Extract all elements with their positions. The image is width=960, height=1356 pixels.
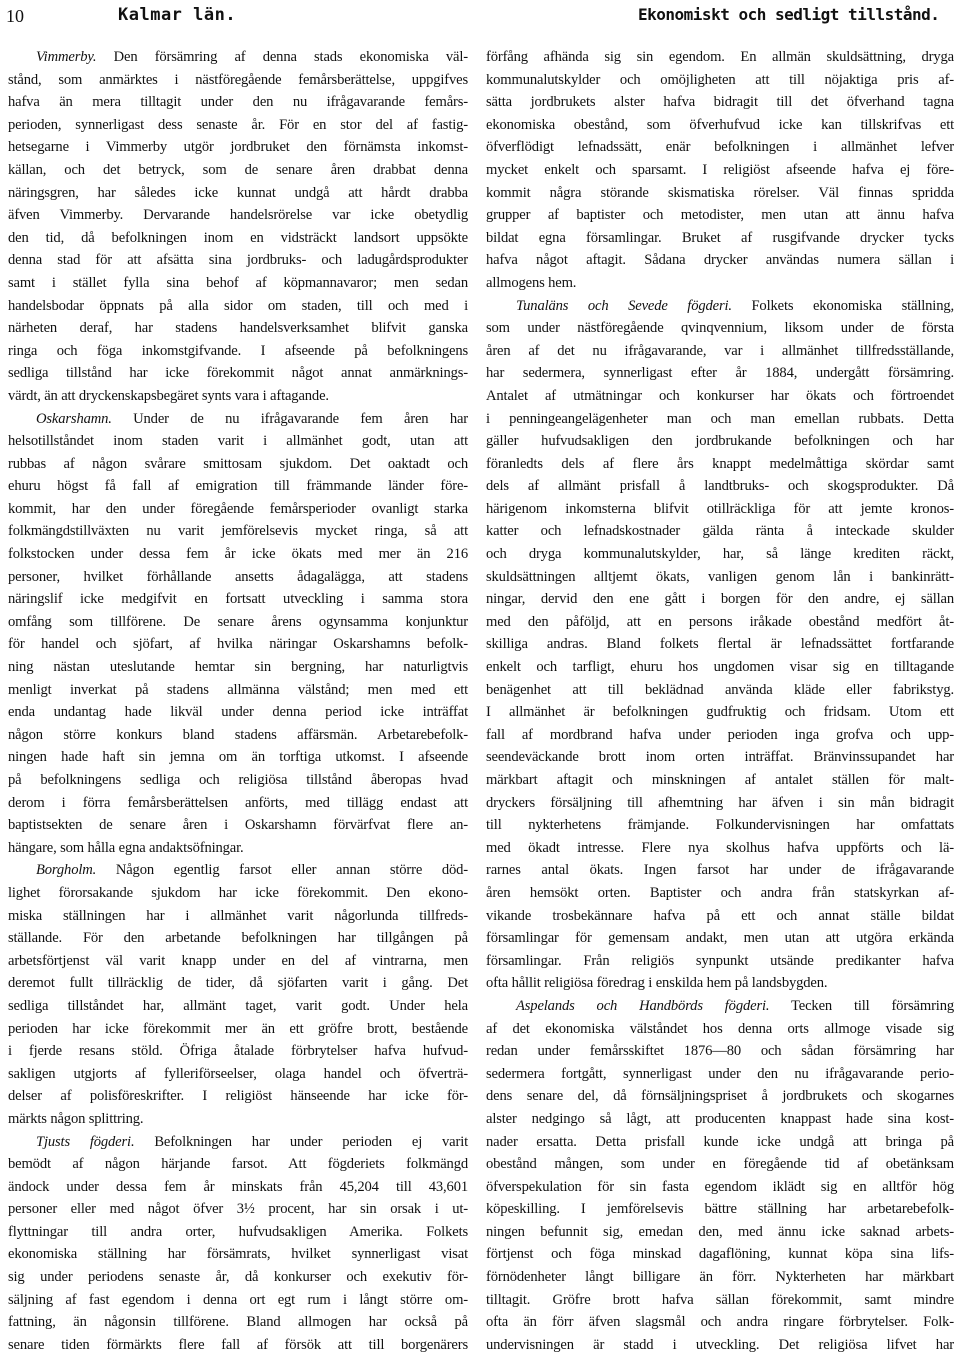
line-text: näringsgren, har således icke kunnat undgå att hårdt drabba [8, 184, 468, 201]
left-column-line [8, 159, 468, 182]
right-column-line [486, 430, 954, 453]
right-column-line [486, 1221, 954, 1244]
right-column-line [486, 633, 954, 656]
section-heading: Oskarshamn. [36, 410, 112, 427]
left-column-line [8, 498, 468, 521]
right-column-line [486, 520, 954, 543]
line-text: sig under periodens senaste år, då konkurser och exekutiv för- [8, 1269, 468, 1286]
line-text: ekonomiska ställning har försämrats, hvilket synnerligast visat [8, 1246, 468, 1263]
right-column-line [486, 701, 954, 724]
line-text: skuldsättningen alltjemt ökats, vanligen genom lån i bankinrätt- [486, 568, 954, 585]
right-column-line [486, 159, 954, 182]
right-column-line [486, 972, 954, 995]
line-text: kommunalutskylder och omöjligheten att till nöjaktiga pris af- [486, 71, 954, 88]
left-column-line [8, 475, 468, 498]
right-column-line [486, 136, 954, 159]
line-text: sätta jordbrukets alster hafva bidragit till det öfverhand tagna [486, 94, 954, 111]
right-column-line [486, 317, 954, 340]
line-text: skilliga andras. Bland folkets flertal är lefnadssättet fortfarande [486, 636, 954, 653]
line-text: senare tiden förmärkts flere fall af försök att till borgenärers [8, 1336, 468, 1353]
left-column-line [8, 1018, 468, 1041]
line-text: Den försämring af denna stads ekonomiska väl- [96, 49, 468, 65]
right-column-line [486, 1108, 954, 1131]
line-text: I allmänhet är befolkningen gudfruktig och fridsam. Utom ett [486, 704, 954, 721]
left-column-line [8, 362, 468, 385]
line-text: i fjerde resans stöld. Öfriga åtalade förbrytelser hafva hufvud- [8, 1043, 468, 1060]
right-column-line [486, 859, 954, 882]
line-text: denna stad för att afsätta sina jordbruks- och ladugårdsprodukter [8, 252, 468, 269]
left-column-line [8, 114, 468, 137]
line-text: i penningeangelägenheter man och man emellan rubbats. Detta [486, 410, 954, 427]
line-text: ningen hade haft sin jemna om än torftiga utkomst. I afseende [8, 749, 468, 766]
left-column-line [8, 566, 468, 589]
line-text: folkmängdstillväxten nu varit jemförelsevis mycket ringa, så att [8, 523, 468, 540]
right-column-line [486, 769, 954, 792]
line-text: åren hemsökt orten. Baptister och andra från statskyrkan af- [486, 884, 954, 901]
line-text: ehuru högst få fall af emigration till främmande länder före- [8, 478, 468, 495]
line-text: benägenhet att till beklädnad använda kläde eller fabrikstyg. [486, 681, 954, 698]
right-column-line [486, 272, 954, 295]
line-text: äfven Vimmerby. Dervarande handelsrörelse var icke obetydlig [8, 207, 468, 224]
left-column-line [8, 724, 468, 747]
line-text: sedermera fortgått, synnerligast under den nu ifrågavarande perio- [486, 1065, 954, 1082]
page-number: 10 [6, 6, 24, 26]
section-heading: Vimmerby. [36, 49, 97, 65]
left-column-line [8, 249, 468, 272]
line-text: handelsbodar öppnats på alla sidor om staden, till och med i [8, 297, 468, 314]
left-column-line [8, 679, 468, 702]
line-text: säljning af fast egendom i denna ort egt rum i långt större om- [8, 1291, 468, 1308]
line-text: nader ersatta. Detta prisfall kunde icke undgå att bringa på [486, 1133, 954, 1150]
line-text: helsotillståndet inom staden varit i allmänhet godt, utan att [8, 433, 468, 450]
right-column-line [486, 724, 954, 747]
right-column-line [486, 1311, 954, 1334]
line-text: Tecken till försämring [769, 997, 954, 1014]
right-column-line [486, 950, 954, 973]
line-text: på befolkningens sedliga och religiösa tillstånd åberopas hvad [8, 772, 468, 788]
right-column-line [486, 498, 954, 521]
line-text: ofta än förr äfven slagsmål och andra ringare förbrytelser. Folk- [486, 1314, 954, 1331]
right-column-line [486, 114, 954, 137]
line-text: grupper af baptister och metodister, men utan att ännu hafva [486, 207, 954, 224]
line-text: baptistsekten de senare åren i Oskarshamn förvärfvat flere an- [8, 817, 468, 834]
right-column-line [486, 837, 954, 860]
left-column-line [8, 1311, 468, 1334]
left-column-line [8, 543, 468, 566]
right-column-line [486, 1153, 954, 1176]
right-column-line [486, 927, 954, 950]
right-column-line [486, 408, 954, 431]
line-text: kommit, har den under föregående femårsperioder ovanligt starka [8, 500, 468, 517]
right-column-line [486, 679, 954, 702]
right-column-line [486, 69, 954, 92]
line-text: Folkets ekonomiska ställning, [731, 297, 954, 314]
left-column-line [8, 272, 468, 295]
line-text: af det ekonomiska välståndet hos denna orts allmoge visade sig [486, 1020, 954, 1037]
line-text: hetsegarne i Vimmerby utgör jordbruket den förnämsta inkomst- [8, 139, 468, 156]
line-text: ningen befunnit sig, emedan den, med ännu icke saknad arbets- [486, 1223, 954, 1240]
right-column-line [486, 249, 954, 272]
left-column-line [8, 1243, 468, 1266]
right-column-line [486, 656, 954, 679]
line-text: förfång afhända sig sin egendom. En allmän skuldsättning, dryga [486, 49, 954, 65]
right-column-line [486, 814, 954, 837]
left-column-line [8, 611, 468, 634]
line-text: ringa och föga inkomstgifvande. I afseende på befolkningens [8, 342, 468, 359]
left-column-line [8, 69, 468, 92]
line-text: alster nedgingo så lågt, att producenten knappast hade sina kost- [486, 1110, 954, 1127]
left-column-line [8, 227, 468, 250]
line-text: flyttningar till andra orter, hufvudsakligen Amerika. Folkets [8, 1223, 468, 1240]
right-column-line [486, 588, 954, 611]
line-text: seendeväckande brott inom orten inträffat. Bränvinssupandet har [486, 749, 954, 766]
right-column-line [486, 905, 954, 928]
left-column-line [8, 385, 468, 408]
line-text: samt i stället fylla sina behof af köpmannavaror; men sedan [8, 274, 468, 291]
line-text: katter och lefnadskostnader gälda ränta å inteckade skulder [486, 523, 954, 540]
line-text: Befolkningen har under perioden ej varit [134, 1133, 468, 1150]
line-text: sedliga tillståndet har, allmänt taget, varit godt. Under hela [8, 997, 468, 1014]
left-column-line [8, 1289, 468, 1312]
line-text: församlingar för gemensam andakt, men utan att utgöra erkända [486, 930, 954, 947]
right-column-line [486, 746, 954, 769]
line-text: fall af mordbrand hafva under perioden inga grofva och upp- [486, 726, 954, 743]
left-column-line [8, 204, 468, 227]
line-text: källan, och det betryck, som de senare åren drabbat denna [8, 161, 468, 178]
line-text: dels af allmänt prisfall å landtbruks- och skogsprodukter. Då [486, 478, 954, 495]
running-title-left: Kalmar län. [118, 5, 237, 25]
line-text: öfverspekulation för sin fasta egendom iklädt sig en alltför hög [486, 1178, 954, 1195]
line-text: personer, hvilket förhållande ansetts ådagalägga, att stadens [8, 568, 468, 585]
line-text: enkelt och tarfligt, ehuru hos ungdomen visar sig en tilltagande [486, 659, 954, 676]
left-column-line [8, 340, 468, 363]
line-text: föranledts dels af flere års knappt medelmåttiga skördar samt [486, 455, 954, 472]
right-column-line [486, 1334, 954, 1356]
line-text: bemödt af någon härjande farsot. Att fögderiets folkmängd [8, 1156, 468, 1173]
line-text: ofta hållit religiösa föredrag i enskilda hem på landsbygden. [486, 975, 828, 992]
line-text: arbetsförtjenst väl varit knapp under en del af vintrarna, men [8, 952, 468, 969]
line-text: undervisningen är stadd i utveckling. Det religiösa lifvet har [486, 1336, 954, 1353]
line-text: ekonomiska obestånd, som öfverhufvud icke kan tillskrifvas ett [486, 116, 954, 133]
left-column-line [8, 995, 468, 1018]
line-text: åren af det nu ifrågavarande, var i allmänhet tillfredsställande, [486, 342, 954, 359]
right-column-line [486, 1085, 954, 1108]
running-title-right: Ekonomiskt och sedligt tillstånd. [638, 5, 940, 24]
left-column-line [8, 633, 468, 656]
right-column-line [486, 46, 954, 69]
page-header [0, 0, 960, 34]
line-text: perioden har icke förekommit mer än ett gröfre brott, bestående [8, 1020, 468, 1037]
line-text: närheten deraf, har stadens handelsverksamhet blifvit ganska [8, 320, 468, 337]
line-text: vikande trosbekännare hafva på ett och annat ställe bildat [486, 907, 954, 924]
left-column-line [8, 91, 468, 114]
line-text: sakligen utgjorts af fylleriförseelser, olaga handel och öfverträ- [8, 1065, 468, 1082]
line-text: värdt, än att dryckenskapsbegäret synts vara i aftagande. [8, 387, 329, 404]
left-column-line [8, 408, 468, 431]
line-text: dryckers försäljning till afhemtning har äfven i sin mån bidragit [486, 794, 954, 811]
line-text: allmogens hem. [486, 274, 577, 291]
line-text: ning nästan uteslutande hemtar sin bergning, har naturligtvis [8, 659, 468, 676]
line-text: förtjenst och föga minskad dagaflöning, kunnat köpa sina lifs- [486, 1246, 954, 1263]
line-text: fattning, än någonsin tillförene. Bland allmogen har också på [8, 1314, 468, 1331]
right-column-line [486, 1289, 954, 1312]
section-heading: Tunaläns och Sevede fögderi. [516, 297, 732, 314]
right-column-line [486, 340, 954, 363]
line-text: derom i förra femårsberättelsen anförts, med tillägg endast att [8, 794, 468, 811]
right-column-line [486, 1063, 954, 1086]
line-text: sedliga tillstånd har icke förekommit något annat anmärknings- [8, 365, 468, 382]
line-text: hängare, som hålla egna andaktsöfningar. [8, 839, 244, 856]
right-column-line [486, 204, 954, 227]
left-column-line [8, 927, 468, 950]
left-column-line [8, 1221, 468, 1244]
line-text: tilltagit. Gröfre brott hafva sällan förekommit, samt mindre [486, 1291, 954, 1308]
line-text: lighet förorsakande sjukdom har icke förekommit. Den ekono- [8, 884, 468, 901]
line-text: Antalet af utmätningar och konkurser har ökats och förtroendet [486, 387, 954, 404]
right-column-line [486, 91, 954, 114]
right-column-line [486, 453, 954, 476]
line-text: för handel och sjöfart, af hvilka näringar Oskarshamns befolk- [8, 636, 468, 653]
left-text-column [8, 46, 468, 1356]
right-column-line [486, 566, 954, 589]
left-column-line [8, 520, 468, 543]
line-text: till nykterhetens främjande. Folkundervisningen har omfattats [486, 817, 954, 834]
line-text: med ökadt intresse. Flere nya skolhus hafva uppförts och lä- [486, 839, 954, 856]
left-column-line [8, 972, 468, 995]
line-text: och dryga kommunalutskylder, har, så länge krediten räckt, [486, 546, 954, 563]
left-column-line [8, 1153, 468, 1176]
right-column-line [486, 385, 954, 408]
right-column-line [486, 1040, 954, 1063]
line-text: ningar, dervid den ene gått i borgen för den andre, ej sällan [486, 591, 954, 608]
right-column-line [486, 995, 954, 1018]
left-column-line [8, 295, 468, 318]
right-column-line [486, 182, 954, 205]
line-text: förnödenheter långt billigare än förr. Nykterheten har märkbart [486, 1269, 954, 1286]
line-text: någon större konkurs bland stadens affärsmän. Arbetarebefolk- [8, 726, 468, 743]
line-text: obestånd mången, som under en föregående tid af obetänksam [486, 1156, 954, 1173]
line-text: Under de nu ifrågavarande fem åren har [111, 410, 468, 427]
left-column-line [8, 588, 468, 611]
right-column-line [486, 475, 954, 498]
left-column-line [8, 701, 468, 724]
right-column-line [486, 1018, 954, 1041]
left-column-line [8, 1266, 468, 1289]
line-text: rubbas af någon svårare smittosam sjukdom. Det oaktadt och [8, 455, 468, 472]
left-column-line [8, 182, 468, 205]
right-column-line [486, 611, 954, 634]
left-column-line [8, 882, 468, 905]
section-heading: Aspelands och Handbörds fögderi. [516, 997, 770, 1014]
line-text: bildat egna församlingar. Bruket af rusgifvande drycker tycks [486, 229, 954, 246]
left-column-line [8, 1334, 468, 1356]
right-column-line [486, 227, 954, 250]
line-text: perioden, synnerligast dess senaste år. För en stor del af fastig- [8, 116, 468, 133]
line-text: köpeskilling. I jemförelsevis bättre ställning har arbetarebefolk- [486, 1201, 954, 1218]
right-column-line [486, 1243, 954, 1266]
line-text: redan under femårsskiftet 1876—80 och sådan försämring har [486, 1043, 954, 1060]
right-column-line [486, 1176, 954, 1199]
line-text: har sedermera, synnerligast efter år 1884, undergått försämring. [486, 365, 954, 382]
line-text: dens senare del, då förnsäljningspriset å jordbrukets och skogarnes [486, 1088, 954, 1105]
left-column-line [8, 769, 468, 792]
line-text: den tid, då befolkningen inom en vidsträckt landsort uppsökte [8, 229, 468, 246]
right-column-line [486, 792, 954, 815]
line-text: näringslif icke medgifvit en fortsatt utveckling i samma stora [8, 591, 468, 608]
line-text: med den påföljd, att en persons iråkade obestånd medfört åt- [486, 613, 954, 630]
line-text: deremot fullt tillräcklig de tider, då sjöfarten varit i gång. Det [8, 975, 468, 992]
left-column-line [8, 317, 468, 340]
left-column-line [8, 1063, 468, 1086]
line-text: mycket enkelt och sparsamt. I religiöst afseende hafva ej före- [486, 161, 954, 178]
line-text: ändock under dessa fem år minskats från 45,204 till 43,601 [8, 1178, 468, 1195]
left-column-line [8, 136, 468, 159]
line-text: rarnes antal ökats. Ingen farsot har under de ifrågavarande [486, 862, 954, 879]
line-text: gäller hufvudsakligen den jordbrukande befolkningen och har [486, 433, 954, 450]
line-text: enda undantag hade likväl under denna period icke inträffat [8, 704, 468, 721]
right-text-column [486, 46, 954, 1356]
line-text: personer eller med något öfver 3½ procent, har sin orsak i ut- [8, 1201, 468, 1218]
left-column-line [8, 905, 468, 928]
line-text: stånd, som anmärktes i nästföregående femårsberättelse, uppgifves [8, 71, 468, 88]
left-column-line [8, 656, 468, 679]
right-column-line [486, 295, 954, 318]
line-text: hafva något aftagit. Sådana drycker användas numera sällan i [486, 252, 954, 269]
line-text: omfång som tillförene. De senare årens ogynsamma konjunktur [8, 613, 468, 630]
line-text: miska ställningen har i allmänhet varit någorlunda tillfreds- [8, 907, 468, 924]
line-text: märkbart aftagit och minskningen af antalet ställen för malt- [486, 772, 954, 788]
line-text: folkstocken under dessa fem år icke ökats med mer än 216 [8, 546, 468, 563]
left-column-line [8, 1176, 468, 1199]
left-column-line [8, 950, 468, 973]
left-column-line [8, 1040, 468, 1063]
right-column-line [486, 1131, 954, 1154]
section-heading: Tjusts fögderi. [36, 1133, 135, 1150]
section-heading: Borgholm. [36, 862, 97, 879]
left-column-line [8, 792, 468, 815]
left-column-line [8, 1108, 468, 1131]
left-column-line [8, 430, 468, 453]
left-column-line [8, 1131, 468, 1154]
left-column-line [8, 859, 468, 882]
left-column-line [8, 746, 468, 769]
right-column-line [486, 1266, 954, 1289]
line-text: som under nästföregående qvinqvennium, liksom under de första [486, 320, 954, 337]
line-text: märkts någon splittring. [8, 1110, 144, 1127]
left-column-line [8, 46, 468, 69]
line-text: delser af polisföreskrifter. I religiöst hänseende har icke för- [8, 1088, 468, 1105]
left-column-line [8, 453, 468, 476]
line-text: församlingar. Från religiös synpunkt utsände predikanter hafva [486, 952, 954, 969]
line-text: öfverflödigt lefnadssätt, enär befolkningen i allmänhet lefver [486, 139, 954, 156]
right-column-line [486, 543, 954, 566]
left-column-line [8, 1085, 468, 1108]
line-text: ställande. För den arbetande befolkningen har tillgången på [8, 930, 468, 947]
right-column-line [486, 882, 954, 905]
line-text: kommit några störande skismatiska rörelser. Väl finnas spridda [486, 184, 954, 201]
left-column-line [8, 837, 468, 860]
right-column-line [486, 362, 954, 385]
line-text: Någon egentlig farsot eller annan större död- [96, 862, 468, 879]
line-text: menligt inverkat på stadens allmänna välstånd; men med ett [8, 681, 468, 698]
line-text: härigenom inkomsterna blifvit otillräckliga för att jemte kronos- [486, 500, 954, 517]
left-column-line [8, 814, 468, 837]
line-text: hafva än mera tilltagit under den nu ifrågavarande femårs- [8, 94, 468, 111]
